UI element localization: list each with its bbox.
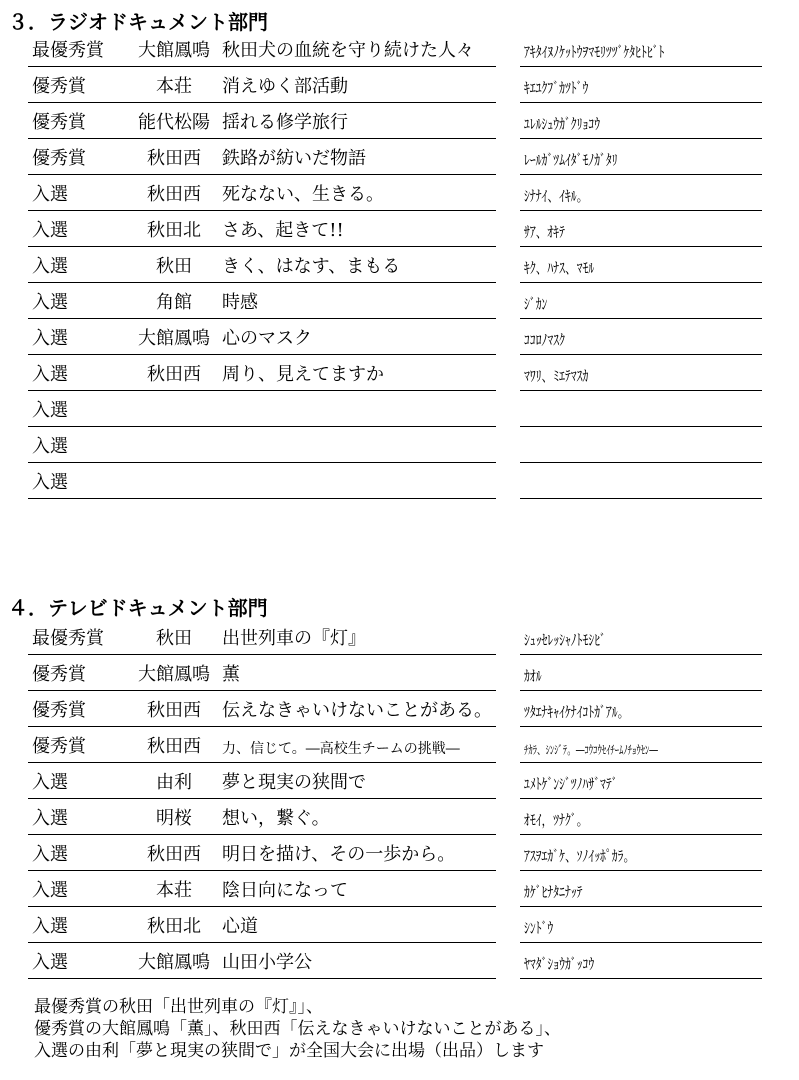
work-title: 夢と現実の狭間で [222, 772, 366, 793]
school-name: 秋田西 [147, 184, 201, 205]
school-name: 本荘 [156, 880, 192, 901]
school-name: 秋田西 [147, 736, 201, 757]
award-label: 最優秀賞 [32, 628, 104, 649]
table-row [28, 391, 764, 427]
table-row [28, 799, 764, 835]
table-row [28, 871, 764, 907]
table-row [28, 139, 764, 175]
work-reading: ｼﾝﾄﾞｳ [524, 919, 554, 937]
award-label: 入選 [32, 772, 68, 793]
underline [28, 978, 496, 979]
work-title: 消えゆく部活動 [222, 76, 348, 97]
award-label: 入選 [32, 364, 68, 385]
table-row [28, 67, 764, 103]
work-title: 薫 [222, 664, 240, 685]
award-label: 入選 [32, 808, 68, 829]
work-title: さあ、起きて!! [222, 220, 344, 241]
work-title: 心道 [222, 916, 258, 937]
award-label: 優秀賞 [32, 736, 86, 757]
work-title: 陰日向になって [222, 880, 348, 901]
school-name: 秋田西 [147, 364, 201, 385]
work-reading: ｵﾓｲ，ﾂﾅｸﾞ。 [524, 811, 589, 829]
table-row [28, 907, 764, 943]
school-name: 秋田西 [147, 148, 201, 169]
school-name: 秋田西 [147, 844, 201, 865]
award-label: 入選 [32, 292, 68, 313]
award-label: 優秀賞 [32, 76, 86, 97]
table-row [28, 727, 764, 763]
work-reading: ｼﾞｶﾝ [524, 295, 548, 313]
work-title: きく、はなす、まもる [222, 256, 401, 277]
table-row [28, 355, 764, 391]
award-label: 最優秀賞 [32, 40, 104, 61]
award-label: 優秀賞 [32, 664, 86, 685]
work-reading: ﾚｰﾙｶﾞﾂﾑｲﾀﾞﾓﾉｶﾞﾀﾘ [524, 151, 618, 169]
work-reading: ｱｷﾀｲﾇﾉｹｯﾄｳｦﾏﾓﾘﾂﾂﾞｹﾀﾋﾄﾋﾞﾄ [524, 43, 665, 61]
work-reading: ｷｴﾕｸﾌﾞｶﾂﾄﾞｳ [524, 79, 589, 97]
award-label: 入選 [32, 952, 68, 973]
work-title: 心のマスク [222, 328, 312, 349]
award-label: 入選 [32, 256, 68, 277]
award-label: 優秀賞 [32, 700, 86, 721]
table-row [28, 283, 764, 319]
award-label: 入選 [32, 328, 68, 349]
work-title: 揺れる修学旅行 [222, 112, 348, 133]
work-reading: ｷｸ、ﾊﾅｽ、ﾏﾓﾙ [524, 259, 595, 277]
school-name: 本荘 [156, 76, 192, 97]
work-reading: ｼﾅﾅｲ、ｲｷﾙ。 [524, 187, 589, 205]
section3-title: ３．ラジオドキュメント部門 [8, 10, 268, 34]
footer-line: 入選の由利「夢と現実の狭間で」が全国大会に出場（出品）します [34, 1041, 544, 1061]
work-title: 出世列車の『灯』 [222, 628, 366, 649]
school-name: 秋田北 [147, 916, 201, 937]
work-title: 山田小学公 [222, 952, 312, 973]
school-name: 秋田西 [147, 700, 201, 721]
school-name: 秋田 [156, 256, 192, 277]
table-row [28, 835, 764, 871]
school-name: 大館鳳鳴 [138, 328, 210, 349]
work-reading: ﾂﾀｴﾅｷｬｲｹﾅｲｺﾄｶﾞｱﾙ。 [524, 703, 630, 721]
work-reading: ｻｱ、ｵｷﾃ [524, 223, 565, 241]
work-reading: ｶｹﾞﾋﾅﾀﾆﾅｯﾃ [524, 883, 583, 901]
award-label: 入選 [32, 400, 68, 421]
table-row [28, 31, 764, 67]
table-row [28, 763, 764, 799]
table-row [28, 691, 764, 727]
school-name: 大館鳳鳴 [138, 952, 210, 973]
footer-note [34, 996, 561, 1062]
school-name: 大館鳳鳴 [138, 664, 210, 685]
award-label: 優秀賞 [32, 148, 86, 169]
underline [28, 498, 496, 499]
school-name: 角館 [156, 292, 192, 313]
work-reading: ﾏﾜﾘ、ﾐｴﾃﾏｽｶ [524, 367, 589, 385]
table-row [28, 463, 764, 499]
section4-title: ４．テレビドキュメント部門 [8, 596, 268, 620]
work-reading: ｶｵﾙ [524, 667, 542, 685]
award-label: 入選 [32, 436, 68, 457]
table-row [28, 175, 764, 211]
table-row [28, 247, 764, 283]
school-name: 由利 [156, 772, 192, 793]
table-row [28, 211, 764, 247]
work-title: 周り、見えてますか [222, 364, 384, 385]
school-name: 大館鳳鳴 [138, 40, 210, 61]
work-reading: ﾕﾚﾙｼｭｳｶﾞｸﾘｮｺｳ [524, 115, 601, 133]
work-title: 鉄路が紡いだ物語 [222, 148, 366, 169]
table-row [28, 619, 764, 655]
footer-line: 優秀賞の大館鳳鳴「薫」、秋田西「伝えなきゃいけないことがある」、 [34, 1019, 561, 1039]
table-row [28, 943, 764, 979]
work-title: 秋田犬の血統を守り続けた人々 [222, 40, 474, 61]
school-name: 能代松陽 [138, 112, 210, 133]
work-title: 伝えなきゃいけないことがある。 [222, 700, 492, 721]
underline [520, 978, 762, 979]
footer-line: 最優秀賞の秋田「出世列車の『灯』」、 [34, 997, 323, 1017]
school-name: 秋田北 [147, 220, 201, 241]
underline [520, 498, 762, 499]
work-reading: ｺｺﾛﾉﾏｽｸ [524, 331, 565, 349]
work-title: 死なない、生きる。 [222, 184, 384, 205]
school-name: 秋田 [156, 628, 192, 649]
work-title: 想い，繋ぐ。 [222, 808, 330, 829]
table-row [28, 427, 764, 463]
work-reading: ｼｭｯｾﾚｯｼｬﾉﾄﾓｼﾋﾞ [524, 631, 606, 649]
work-title: 時感 [222, 292, 258, 313]
table-row [28, 103, 764, 139]
work-title: 力、信じて。―高校生チームの挑戦― [222, 741, 460, 757]
award-label: 優秀賞 [32, 112, 86, 133]
work-reading: ｱｽｦｴｶﾞｹ、ｿﾉｲｯﾎﾟｶﾗ。 [524, 847, 636, 865]
award-label: 入選 [32, 916, 68, 937]
table-row [28, 319, 764, 355]
work-reading: ﾔﾏﾀﾞｼｮｳｶﾞｯｺｳ [524, 955, 595, 973]
work-title: 明日を描け、その一歩から。 [222, 844, 456, 865]
work-reading: ﾁｶﾗ、ｼﾝｼﾞﾃ。―ｺｳｺｳｾｲﾁｰﾑﾉﾁｮｳｾﾝ― [524, 743, 658, 757]
award-label: 入選 [32, 880, 68, 901]
award-label: 入選 [32, 220, 68, 241]
award-label: 入選 [32, 844, 68, 865]
award-label: 入選 [32, 184, 68, 205]
table-row [28, 655, 764, 691]
school-name: 明桜 [156, 808, 192, 829]
award-label: 入選 [32, 472, 68, 493]
work-reading: ﾕﾒﾄｹﾞﾝｼﾞﾂﾉﾊｻﾞﾏﾃﾞ [524, 775, 618, 793]
